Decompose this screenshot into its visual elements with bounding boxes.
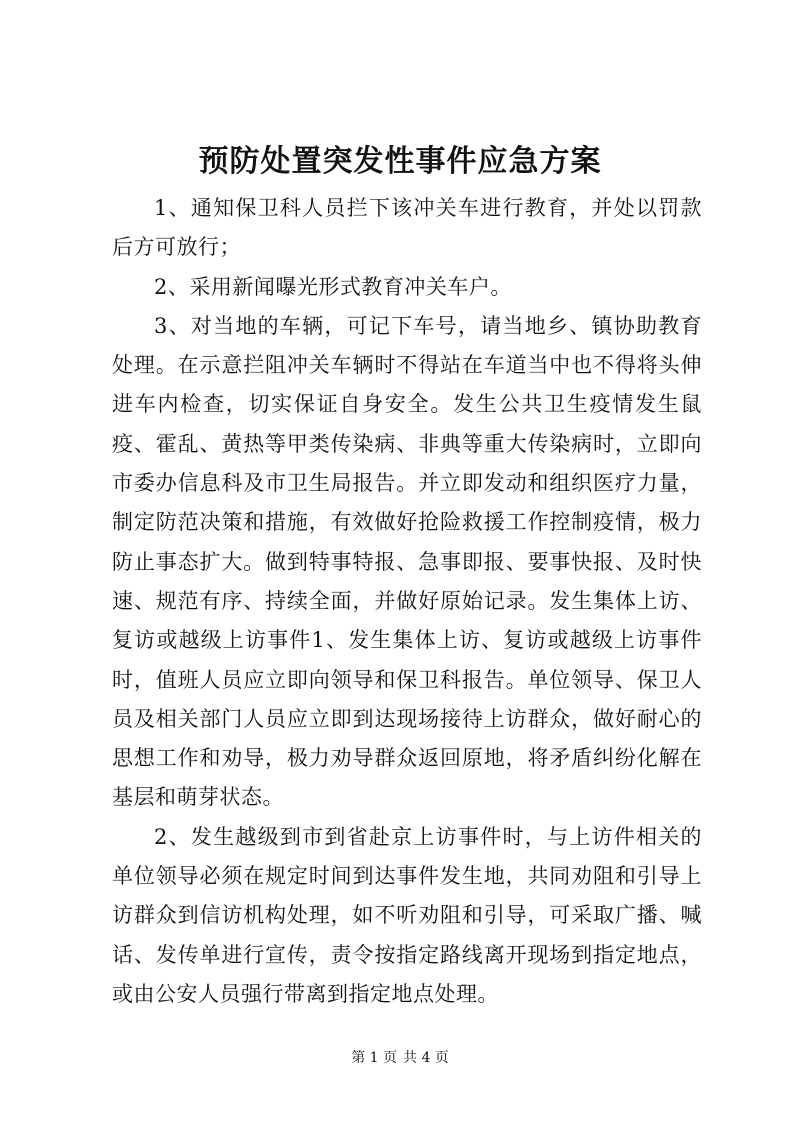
paragraph-4: 2、发生越级到市到省赴京上访事件时，与上访件相关的单位领导必须在规定时间到达事件发生地，共同劝阻和引导上访群众到信访机构处理，如不听劝阻和引导，可采取广播、喊话、发传单进行宣传，责令按指定路线离开现场到指定地点，或由公安人员强行带离到指定地点处理。 [112, 824, 702, 1006]
page-total: 共 4 页 [403, 1050, 449, 1066]
page-footer [0, 1048, 800, 1068]
document-title: 预防处置突发性事件应急方案 [198, 144, 602, 179]
document-body [112, 189, 702, 1014]
page-number: 第 1 页 [351, 1050, 397, 1066]
paragraph-2: 2、采用新闻曝光形式教育冲关车户。 [154, 274, 512, 299]
paragraph-1: 1、通知保卫科人员拦下该冲关车进行教育，并处以罚款后方可放行； [112, 196, 702, 260]
paragraph-3: 3、对当地的车辆，可记下车号，请当地乡、镇协助教育处理。在示意拦阻冲关车辆时不得站在车道当中也不得将头伸进车内检查，切实保证自身安全。发生公共卫生疫情发生鼠疫、霍乱、黄热等甲类传染病、非典等重大传染病时，立即向市委办信息科及市卫生局报告。并立即发动和组织医疗力量，制定防范决策和措施，有效做好抢险救援工作控制疫情，极力防止事态扩大。做到特事特报、急事即报、要事快报、及时快速、规范有序、持续全面，并做好原始记录。发生集体上访、复访或越级上访事件1、发生集体上访、复访或越级上访事件时，值班人员应立即向领导和保卫科报告。单位领导、保卫人员及相关部门人员应立即到达现场接待上访群众，做好耐心的思想工作和劝导，极力劝导群众返回原地，将矛盾纠纷化解在基层和萌芽状态。 [112, 313, 702, 810]
